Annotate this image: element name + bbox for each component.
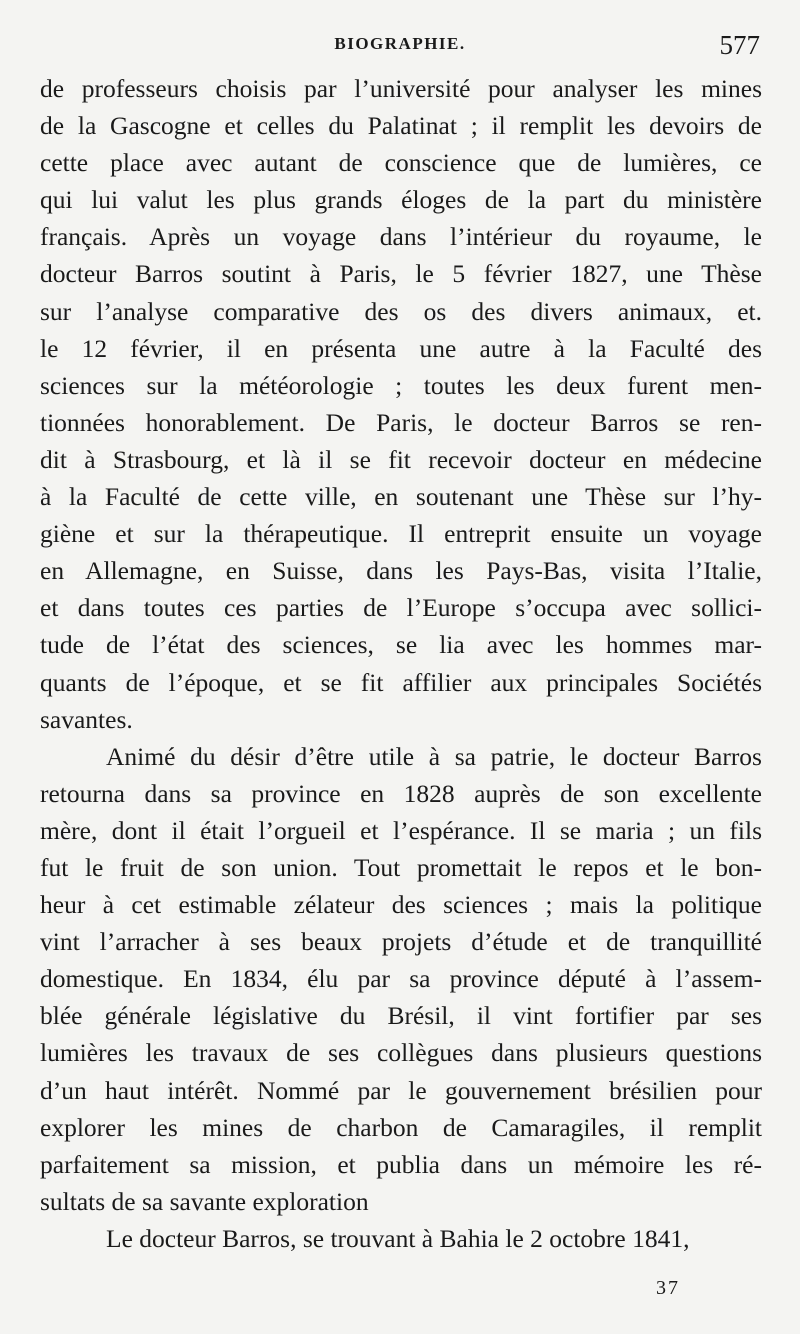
body-text [40,70,762,1257]
text-line: mère, dont il était l’orgueil et l’espérance. Il se maria ; un fils [40,815,762,845]
text-line: quants de l’époque, et se fit affilier aux principales Sociétés [40,667,762,697]
text-line: blée générale législative du Brésil, il vint fortifier par ses [40,1001,762,1031]
text-line: sciences sur la météorologie ; toutes les deux furent men- [40,370,762,400]
text-line: retourna dans sa province en 1828 auprès de son excellente [40,778,762,808]
text-line: Animé du désir d’être utile à sa patrie, le docteur Barros [106,741,762,771]
text-line: sur l’analyse comparative des os des divers animaux, et. [40,296,762,326]
text-line: savantes. [40,704,133,734]
signature-mark: 37 [656,1277,680,1299]
paragraph [40,738,762,1220]
text-line: de professeurs choisis par l’université pour analyser les mines [40,74,762,103]
text-line: sultats de sa savante exploration [40,1186,369,1216]
text-line: le 12 février, il en présenta une autre à la Faculté des [40,333,762,363]
text-line: vint l’arracher à ses beaux projets d’étude et de tranquillité [40,927,762,957]
page-number: 577 [719,30,760,60]
text-line: et dans toutes ces parties de l’Europe s’occupa avec sollici- [40,593,762,623]
text-line: heur à cet estimable zélateur des sciences ; mais la politique [40,890,762,920]
text-line: qui lui valut les plus grands éloges de la part du ministère [40,185,762,215]
text-line: dit à Strasbourg, et là il se fit recevoir docteur en médecine [40,444,762,474]
paragraph [40,1220,762,1257]
text-line: docteur Barros soutint à Paris, le 5 février 1827, une Thèse [40,259,762,289]
paragraph [40,70,762,738]
text-line: tionnées honorablement. De Paris, le docteur Barros se ren- [40,407,762,437]
text-line: tude de l’état des sciences, se lia avec les hommes mar- [40,630,762,660]
running-title: BIOGRAPHIE. [334,34,466,53]
text-line: giène et sur la thérapeutique. Il entreprit ensuite un voyage [40,519,762,549]
text-line: fut le fruit de son union. Tout promettait le repos et le bon- [40,852,762,882]
text-line: de la Gascogne et celles du Palatinat ; il remplit les devoirs de [40,111,762,141]
text-line: explorer les mines de charbon de Camaragiles, il remplit [40,1112,762,1142]
text-line: lumières les travaux de ses collègues dans plusieurs questions [40,1038,762,1068]
text-line: domestique. En 1834, élu par sa province député à l’assem- [40,964,762,994]
text-line: cette place avec autant de conscience que de lumières, ce [40,148,762,178]
text-line: français. Après un voyage dans l’intérieur du royaume, le [40,222,762,252]
text-line: d’un haut intérêt. Nommé par le gouvernement brésilien pour [40,1075,762,1105]
text-line: à la Faculté de cette ville, en soutenant une Thèse sur l’hy- [40,482,762,512]
running-head [40,30,760,66]
text-line: parfaitement sa mission, et publia dans un mémoire les ré- [40,1149,762,1179]
text-line: Le docteur Barros, se trouvant à Bahia le 2 octobre 1841, [106,1223,690,1253]
text-line: en Allemagne, en Suisse, dans les Pays-Bas, visita l’Italie, [40,556,762,586]
